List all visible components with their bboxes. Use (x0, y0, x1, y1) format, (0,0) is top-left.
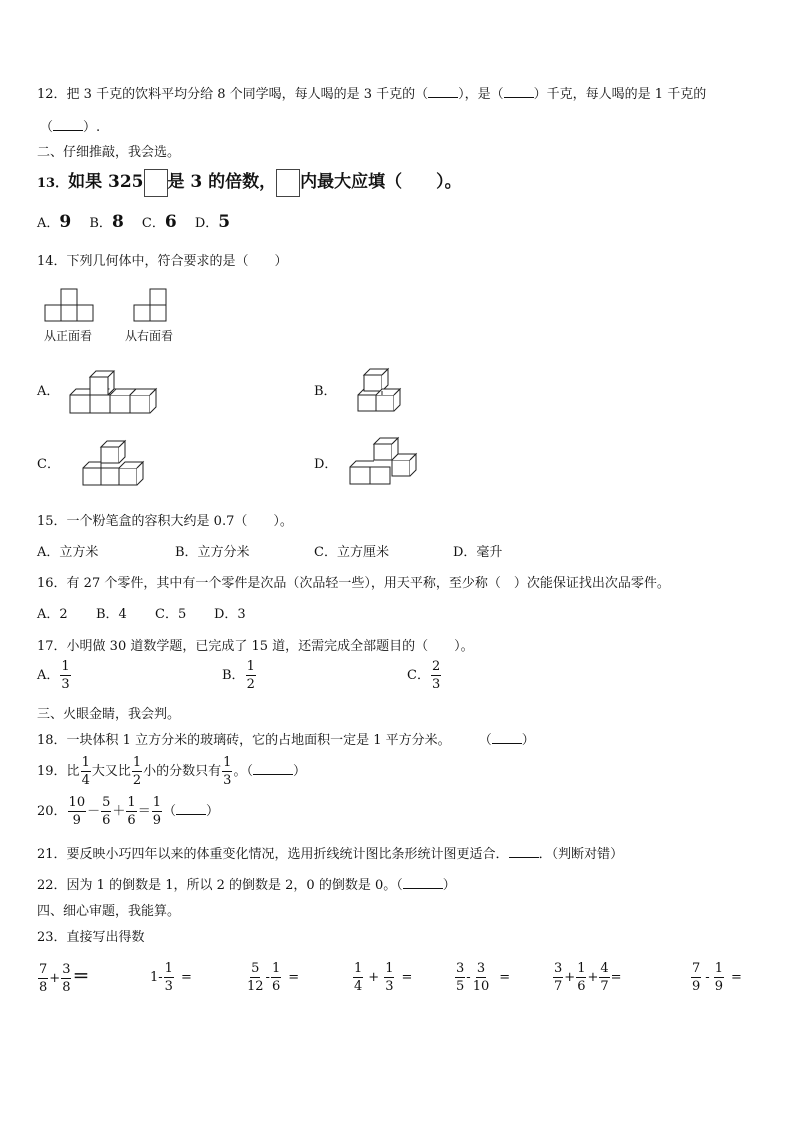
numerator: 1 (152, 795, 161, 810)
fraction (222, 756, 232, 787)
q19-text: 比 (66, 764, 80, 779)
q16-line (37, 572, 670, 591)
question-number: 17． (37, 639, 67, 654)
denominator: 6 (127, 813, 136, 828)
right-view-diagram (133, 288, 169, 324)
q13-text: 如果 325 (68, 172, 144, 192)
denominator: 9 (714, 979, 723, 994)
numerator: 1 (61, 659, 70, 674)
option-a[interactable]: A．2 (37, 607, 68, 622)
fraction (553, 962, 563, 993)
equals: = (610, 970, 622, 985)
q15-line (37, 510, 293, 529)
fraction (455, 962, 465, 993)
front-view-label: 从正面看 (44, 329, 93, 343)
q23-line (37, 926, 145, 945)
q19-text: 大又比 (91, 764, 131, 779)
fraction (576, 962, 586, 993)
q12-text: 把 3 千克的饮料平均分给 8 个同学喝，每人喝的是 3 千克的（ (66, 87, 429, 102)
option-label: D． (194, 216, 219, 231)
option-b[interactable]: B．立方分米 (175, 545, 250, 560)
denominator: 9 (692, 979, 701, 994)
numerator: 1 (81, 755, 90, 770)
equals: = (288, 970, 300, 985)
denominator: 10 (472, 979, 490, 994)
operator: - (466, 970, 471, 985)
numerator: 2 (431, 659, 441, 674)
equals: = (180, 970, 192, 985)
option-a[interactable]: A．立方米 (37, 545, 99, 560)
answer-blank[interactable] (176, 814, 206, 815)
fraction (101, 796, 111, 827)
denominator: 12 (247, 979, 264, 994)
paren: （ (478, 733, 492, 748)
fraction (431, 660, 441, 691)
option-b[interactable]: B．4 (96, 607, 127, 622)
option-d-label[interactable]: D． (314, 457, 338, 472)
numerator: 1 (127, 795, 136, 810)
q21-text: ．（判断对错） (538, 847, 624, 862)
numerator: 7 (692, 961, 701, 976)
q20-line (37, 796, 219, 827)
numerator: 5 (102, 795, 111, 810)
option-d[interactable]: D．3 (214, 607, 246, 622)
answer-blank[interactable] (403, 888, 443, 889)
denominator: 4 (81, 773, 90, 788)
equals: = (499, 970, 511, 985)
denominator: 6 (271, 979, 281, 994)
denominator: 4 (354, 979, 363, 994)
denominator: 3 (223, 773, 232, 788)
question-number: 12． (37, 87, 67, 102)
denominator: 6 (577, 979, 586, 994)
denominator: 3 (385, 979, 394, 994)
calc-item[interactable] (245, 962, 299, 993)
denominator: 3 (431, 677, 441, 692)
calc-item[interactable] (150, 962, 192, 993)
calc-item[interactable] (690, 962, 742, 993)
question-number: 20． (37, 804, 67, 819)
q18-text: 一块体积 1 立方分米的玻璃砖，它的占地面积一定是 1 平方分米。 (66, 733, 451, 748)
option-c[interactable]: C．立方厘米 (314, 545, 389, 560)
operator: － (87, 804, 101, 819)
answer-blank[interactable] (53, 130, 83, 131)
q13-text: 是 3 的倍数， (167, 172, 277, 192)
operand: 1- (150, 970, 163, 985)
q17-line (37, 635, 474, 654)
question-number: 19． (37, 764, 67, 779)
denominator: 3 (61, 677, 70, 692)
fraction (246, 962, 265, 993)
question-number: 23． (37, 930, 67, 945)
operator: + (49, 971, 61, 986)
denominator: 2 (246, 677, 255, 692)
fraction (472, 962, 491, 993)
answer-blank[interactable] (492, 743, 522, 744)
option-a-cubes[interactable] (68, 366, 156, 414)
q19-text: 。（ (233, 764, 253, 779)
q14-text: 下列几何体中，符合要求的是（ ） (66, 254, 288, 269)
q13-options (37, 212, 230, 232)
q12-text: ）. (83, 120, 101, 135)
equals: ＝ (72, 967, 90, 987)
operator: + (564, 970, 576, 985)
option-a[interactable]: 9 (59, 212, 72, 232)
q22-text: ） (442, 878, 456, 893)
digit-box[interactable] (144, 169, 168, 197)
fraction (271, 962, 281, 993)
numerator: 3 (476, 961, 486, 976)
option-label: C． (407, 668, 430, 683)
section-heading: 三、火眼金睛，我会判。 (37, 707, 181, 722)
q12-text: （ (40, 120, 54, 135)
question-number: 18． (37, 733, 67, 748)
fraction (384, 962, 394, 993)
denominator: 8 (39, 980, 48, 995)
denominator: 9 (72, 813, 81, 828)
q12-line1 (37, 83, 706, 102)
numerator: 1 (577, 961, 586, 976)
q12-line2 (40, 116, 100, 135)
calc-item[interactable] (352, 962, 412, 993)
numerator: 1 (246, 659, 255, 674)
numerator: 7 (39, 962, 48, 977)
front-view-diagram (44, 288, 94, 324)
operator: + (368, 970, 380, 985)
numerator: 1 (714, 961, 723, 976)
section-heading: 二、仔细推敲，我会选。 (37, 145, 181, 160)
option-c-cubes[interactable] (81, 440, 145, 488)
q13-line (37, 167, 462, 197)
option-b-label[interactable]: B． (314, 384, 337, 399)
numerator: 10 (68, 795, 86, 810)
operator: - (705, 970, 710, 985)
fraction (60, 660, 70, 691)
question-number: 14． (37, 254, 67, 269)
denominator: 6 (102, 813, 111, 828)
operator: ＝ (137, 804, 151, 819)
denominator: 7 (554, 979, 563, 994)
fraction (38, 963, 48, 994)
option-c-label[interactable]: C． (37, 457, 60, 472)
q14-line (37, 250, 288, 269)
q22-line (37, 874, 456, 893)
option-a-label[interactable]: A． (37, 384, 60, 399)
fraction (353, 962, 363, 993)
question-number: 15． (37, 514, 67, 529)
calc-item[interactable] (552, 962, 622, 993)
q12-text: ），是（ (458, 87, 504, 102)
q21-text: 要反映小巧四年以来的体重变化情况，选用折线统计图比条形统计图更适合． (66, 847, 509, 862)
numerator: 4 (600, 961, 609, 976)
option-b[interactable]: 8 (111, 212, 124, 232)
option-c[interactable] (407, 660, 442, 691)
numerator: 1 (132, 755, 142, 770)
option-label: A． (37, 668, 60, 683)
digit-box[interactable] (276, 169, 300, 197)
denominator: 5 (456, 979, 465, 994)
question-number: 16． (37, 576, 67, 591)
fraction (81, 756, 91, 787)
option-b-cubes[interactable] (356, 368, 406, 414)
answer-blank[interactable] (504, 97, 534, 98)
numerator: 1 (164, 961, 173, 976)
denominator: 3 (164, 979, 173, 994)
q22-text: 因为 1 的倒数是 1，所以 2 的倒数是 2，0 的倒数是 0。（ (66, 878, 403, 893)
q13-text: 内最大应填（ ）。 (300, 172, 462, 192)
equals: = (730, 970, 742, 985)
option-d-cubes[interactable] (348, 436, 418, 488)
numerator: 3 (554, 961, 563, 976)
fraction (691, 962, 701, 993)
numerator: 1 (385, 961, 394, 976)
fraction (714, 962, 724, 993)
fraction (126, 796, 136, 827)
option-c[interactable]: C．5 (155, 607, 187, 622)
option-label: B． (89, 216, 112, 231)
paren: （ (162, 804, 176, 819)
fraction (61, 963, 71, 994)
option-label: C． (141, 216, 165, 231)
section-heading: 四、细心审题，我能算。 (37, 904, 181, 919)
question-number: 22． (37, 878, 67, 893)
numerator: 1 (354, 961, 363, 976)
fraction (132, 756, 142, 787)
answer-blank[interactable] (428, 97, 458, 98)
option-d[interactable]: D．毫升 (453, 545, 503, 560)
operator: ＋ (112, 804, 126, 819)
option-label: B． (222, 668, 245, 683)
q19-line (37, 756, 306, 787)
equals: = (401, 970, 413, 985)
numerator: 3 (456, 961, 465, 976)
q16-text: 有 27 个零件，其中有一个零件是次品（次品轻一些），用天平称，至少称（ ）次能保证找出次品零件。 (66, 576, 670, 591)
option-label: A． (37, 216, 60, 231)
denominator: 9 (152, 813, 161, 828)
fraction (599, 962, 609, 993)
operator: + (587, 970, 599, 985)
denominator: 2 (132, 773, 142, 788)
calc-item[interactable] (37, 962, 89, 994)
answer-blank[interactable] (253, 774, 293, 775)
fraction (68, 796, 87, 827)
option-c[interactable]: 6 (164, 212, 177, 232)
right-view-label: 从右面看 (125, 329, 174, 343)
answer-blank[interactable] (509, 857, 539, 858)
numerator: 3 (62, 962, 71, 977)
paren: ） (521, 733, 535, 748)
option-b[interactable] (222, 660, 257, 691)
q19-text: 小的分数只有 (143, 764, 222, 779)
fraction (152, 796, 162, 827)
numerator: 5 (251, 961, 260, 976)
fraction (246, 660, 256, 691)
numerator: 1 (271, 961, 281, 976)
denominator: 7 (600, 979, 609, 994)
paren: ） (206, 804, 220, 819)
q18-line (37, 729, 535, 748)
q23-text: 直接写出得数 (66, 930, 145, 945)
option-d[interactable]: 5 (218, 212, 231, 232)
q21-line (37, 843, 623, 862)
q17-text: 小明做 30 道数学题，已完成了 15 道，还需完成全部题目的（ ）。 (66, 639, 474, 654)
operator: - (265, 970, 270, 985)
question-number: 13． (37, 176, 69, 191)
fraction (164, 962, 174, 993)
question-number: 21． (37, 847, 67, 862)
calc-item[interactable] (454, 962, 510, 993)
option-a[interactable] (37, 660, 72, 691)
q19-text: ） (292, 764, 306, 779)
q15-text: 一个粉笔盒的容积大约是 0.7（ ）。 (66, 514, 293, 529)
numerator: 1 (223, 755, 232, 770)
denominator: 8 (62, 980, 71, 995)
q12-text: ）千克，每人喝的是 1 千克的 (533, 87, 707, 102)
